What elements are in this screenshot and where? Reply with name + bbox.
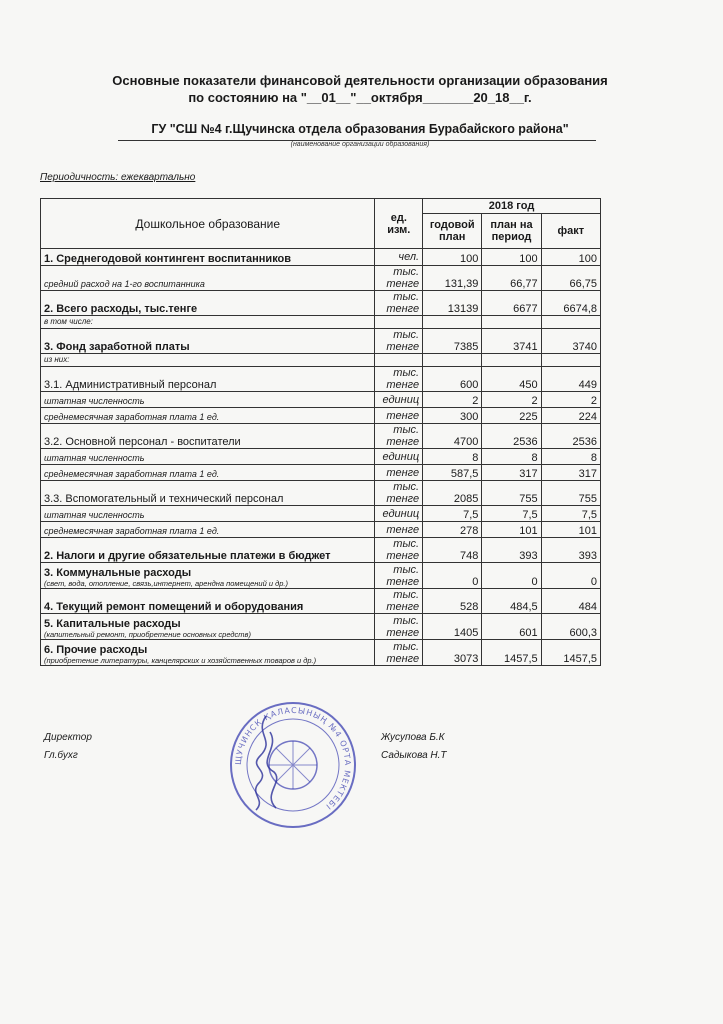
table-row bbox=[41, 367, 601, 392]
row-fact-value: 100 bbox=[541, 249, 600, 266]
table-row bbox=[41, 266, 601, 291]
accountant-label: Гл.бухг bbox=[44, 750, 78, 761]
row-annual-value: 587,5 bbox=[423, 465, 482, 481]
row-fact-value: 600,3 bbox=[541, 614, 600, 640]
row-annual-value: 4700 bbox=[423, 424, 482, 449]
row-fact-value: 101 bbox=[541, 522, 600, 538]
row-name-text: среднемесячная заработная плата 1 ед. bbox=[44, 469, 220, 479]
row-annual-value: 2085 bbox=[423, 481, 482, 506]
row-unit: единиц bbox=[375, 506, 423, 522]
organization-note: (наименование организации образования) bbox=[290, 141, 430, 148]
row-annual-value: 13139 bbox=[423, 291, 482, 316]
row-name-text: 4. Текущий ремонт помещений и оборудования bbox=[44, 601, 304, 613]
row-period-value: 7,5 bbox=[482, 506, 541, 522]
row-annual-value: 278 bbox=[423, 522, 482, 538]
director-label: Директор bbox=[44, 732, 92, 743]
row-unit: тенге bbox=[375, 408, 423, 424]
row-name-text: среднемесячная заработная плата 1 ед. bbox=[44, 412, 220, 422]
row-unit: тыс. тенге bbox=[375, 329, 423, 354]
row-name bbox=[41, 589, 375, 614]
table-row bbox=[41, 614, 601, 640]
row-unit: тенге bbox=[375, 465, 423, 481]
row-name bbox=[41, 640, 375, 666]
row-name-text: 1. Среднегодовой контингент воспитанников bbox=[44, 253, 292, 265]
row-period-value: 484,5 bbox=[482, 589, 541, 614]
row-annual-value: 100 bbox=[423, 249, 482, 266]
row-period-value: 66,77 bbox=[482, 266, 541, 291]
row-name-text: штатная численность bbox=[44, 396, 145, 406]
row-period-value: 393 bbox=[482, 538, 541, 563]
row-period-value bbox=[482, 316, 541, 329]
row-fact-value bbox=[541, 354, 600, 367]
table-row bbox=[41, 538, 601, 563]
row-unit: тыс. тенге bbox=[375, 266, 423, 291]
row-unit: единиц bbox=[375, 449, 423, 465]
row-name bbox=[41, 465, 375, 481]
financial-table bbox=[40, 198, 601, 666]
annual-plan-header: годовой план bbox=[423, 214, 482, 249]
row-unit bbox=[375, 354, 423, 367]
row-fact-value: 0 bbox=[541, 563, 600, 589]
table-row bbox=[41, 506, 601, 522]
row-name bbox=[41, 316, 375, 329]
row-unit: чел. bbox=[375, 249, 423, 266]
row-name-text: штатная численность bbox=[44, 510, 145, 520]
row-fact-value: 6674,8 bbox=[541, 291, 600, 316]
row-unit bbox=[375, 316, 423, 329]
row-fact-value: 224 bbox=[541, 408, 600, 424]
table-row bbox=[41, 563, 601, 589]
row-fact-value: 484 bbox=[541, 589, 600, 614]
document-title bbox=[60, 72, 660, 106]
row-name bbox=[41, 367, 375, 392]
row-annual-value: 300 bbox=[423, 408, 482, 424]
row-annual-value: 7385 bbox=[423, 329, 482, 354]
row-fact-value: 8 bbox=[541, 449, 600, 465]
row-period-value: 450 bbox=[482, 367, 541, 392]
row-name bbox=[41, 522, 375, 538]
row-period-value: 755 bbox=[482, 481, 541, 506]
row-name-text: 3.1. Административный персонал bbox=[44, 379, 217, 391]
table-row bbox=[41, 249, 601, 266]
table-row bbox=[41, 481, 601, 506]
row-period-value bbox=[482, 354, 541, 367]
row-annual-value bbox=[423, 354, 482, 367]
row-name bbox=[41, 266, 375, 291]
table-row bbox=[41, 408, 601, 424]
row-unit: тыс. тенге bbox=[375, 614, 423, 640]
row-name bbox=[41, 424, 375, 449]
periodicity: Периодичность: ежеквартально bbox=[40, 172, 196, 183]
row-period-value: 225 bbox=[482, 408, 541, 424]
row-period-value: 2536 bbox=[482, 424, 541, 449]
row-annual-value: 748 bbox=[423, 538, 482, 563]
row-period-value: 3741 bbox=[482, 329, 541, 354]
row-name bbox=[41, 614, 375, 640]
row-name bbox=[41, 506, 375, 522]
row-period-value: 101 bbox=[482, 522, 541, 538]
row-fact-value: 449 bbox=[541, 367, 600, 392]
signature-scribble bbox=[236, 712, 306, 822]
row-name bbox=[41, 291, 375, 316]
fact-header: факт bbox=[541, 214, 600, 249]
row-name bbox=[41, 408, 375, 424]
table-row bbox=[41, 465, 601, 481]
table-row bbox=[41, 424, 601, 449]
table-body bbox=[41, 249, 601, 666]
table-row bbox=[41, 589, 601, 614]
row-name-text: 3. Коммунальные расходы bbox=[44, 567, 192, 579]
row-name-text: среднемесячная заработная плата 1 ед. bbox=[44, 526, 220, 536]
row-period-value: 2 bbox=[482, 392, 541, 408]
unit-header: ед. изм. bbox=[375, 199, 423, 249]
row-annual-value: 528 bbox=[423, 589, 482, 614]
row-period-value: 8 bbox=[482, 449, 541, 465]
row-fact-value: 66,75 bbox=[541, 266, 600, 291]
row-unit: тенге bbox=[375, 522, 423, 538]
row-note: (приобретение литературы, канцелярских и хозяйственных товаров и др.) bbox=[44, 656, 317, 665]
row-name bbox=[41, 392, 375, 408]
row-unit: тыс. тенге bbox=[375, 538, 423, 563]
row-name-text: из них: bbox=[44, 355, 70, 364]
row-unit: тыс. тенге bbox=[375, 481, 423, 506]
table-row bbox=[41, 291, 601, 316]
section-header: Дошкольное образование bbox=[41, 199, 375, 249]
row-period-value: 317 bbox=[482, 465, 541, 481]
table-row bbox=[41, 392, 601, 408]
row-unit: тыс. тенге bbox=[375, 563, 423, 589]
table-row bbox=[41, 640, 601, 666]
row-fact-value: 1457,5 bbox=[541, 640, 600, 666]
row-annual-value: 7,5 bbox=[423, 506, 482, 522]
row-note: (капительный ремонт, приобретение основных средств) bbox=[44, 630, 251, 639]
row-unit: тыс. тенге bbox=[375, 640, 423, 666]
row-fact-value: 2 bbox=[541, 392, 600, 408]
row-name-text: 3.2. Основной персонал - воспитатели bbox=[44, 436, 241, 448]
row-name bbox=[41, 481, 375, 506]
table-row bbox=[41, 354, 601, 367]
year-header: 2018 год bbox=[423, 199, 601, 214]
row-fact-value: 393 bbox=[541, 538, 600, 563]
row-name-text: штатная численность bbox=[44, 453, 145, 463]
row-annual-value: 600 bbox=[423, 367, 482, 392]
row-unit: тыс. тенге bbox=[375, 291, 423, 316]
row-annual-value: 1405 bbox=[423, 614, 482, 640]
row-period-value: 0 bbox=[482, 563, 541, 589]
row-fact-value: 7,5 bbox=[541, 506, 600, 522]
row-unit: единиц bbox=[375, 392, 423, 408]
title-line-1: Основные показатели финансовой деятельности организации образования bbox=[112, 73, 608, 88]
row-annual-value: 0 bbox=[423, 563, 482, 589]
row-name-text: 3.3. Вспомогательный и технический персонал bbox=[44, 493, 284, 505]
table-row bbox=[41, 329, 601, 354]
row-name-text: средний расход на 1-го воспитанника bbox=[44, 279, 205, 289]
row-period-value: 1457,5 bbox=[482, 640, 541, 666]
row-unit: тыс. тенге bbox=[375, 589, 423, 614]
row-unit: тыс. тенге bbox=[375, 367, 423, 392]
row-name bbox=[41, 329, 375, 354]
row-annual-value: 2 bbox=[423, 392, 482, 408]
row-name bbox=[41, 354, 375, 367]
table-row bbox=[41, 316, 601, 329]
row-name bbox=[41, 249, 375, 266]
row-period-value: 601 bbox=[482, 614, 541, 640]
row-name-text: 2. Всего расходы, тыс.тенге bbox=[44, 303, 198, 315]
organization-name: ГУ "СШ №4 г.Щучинска отдела образования Бурабайского района" bbox=[151, 122, 569, 136]
row-fact-value: 755 bbox=[541, 481, 600, 506]
row-annual-value: 8 bbox=[423, 449, 482, 465]
accountant-name: Садыкова Н.Т bbox=[381, 750, 447, 761]
table-row bbox=[41, 522, 601, 538]
row-name-text: 5. Капитальные расходы bbox=[44, 618, 181, 630]
row-fact-value bbox=[541, 316, 600, 329]
row-name-text: 6. Прочие расходы bbox=[44, 644, 148, 656]
row-annual-value bbox=[423, 316, 482, 329]
row-name-text: 3. Фонд заработной платы bbox=[44, 341, 190, 353]
row-annual-value: 131,39 bbox=[423, 266, 482, 291]
row-name bbox=[41, 538, 375, 563]
row-period-value: 100 bbox=[482, 249, 541, 266]
title-line-2: по состоянию на "__01__"__октября_______20_18__г. bbox=[188, 90, 532, 105]
row-period-value: 6677 bbox=[482, 291, 541, 316]
svg-text:ЩУЧИНСК ҚАЛАСЫНЫҢ №4 ОРТА МЕКТ: ЩУЧИНСК ҚАЛАСЫНЫҢ №4 ОРТА МЕКТЕБІ bbox=[233, 705, 353, 812]
row-fact-value: 317 bbox=[541, 465, 600, 481]
row-unit: тыс. тенге bbox=[375, 424, 423, 449]
row-note: (свет, вода, отопление, связь,интернет, арендна помещений и др.) bbox=[44, 579, 288, 588]
row-fact-value: 2536 bbox=[541, 424, 600, 449]
row-fact-value: 3740 bbox=[541, 329, 600, 354]
row-name-text: в том числе: bbox=[44, 317, 93, 326]
director-name: Жусупова Б.К bbox=[381, 732, 445, 743]
period-plan-header: план на период bbox=[482, 214, 541, 249]
row-name bbox=[41, 449, 375, 465]
row-annual-value: 3073 bbox=[423, 640, 482, 666]
row-name-text: 2. Налоги и другие обязательные платежи в бюджет bbox=[44, 550, 331, 562]
row-name bbox=[41, 563, 375, 589]
table-row bbox=[41, 449, 601, 465]
